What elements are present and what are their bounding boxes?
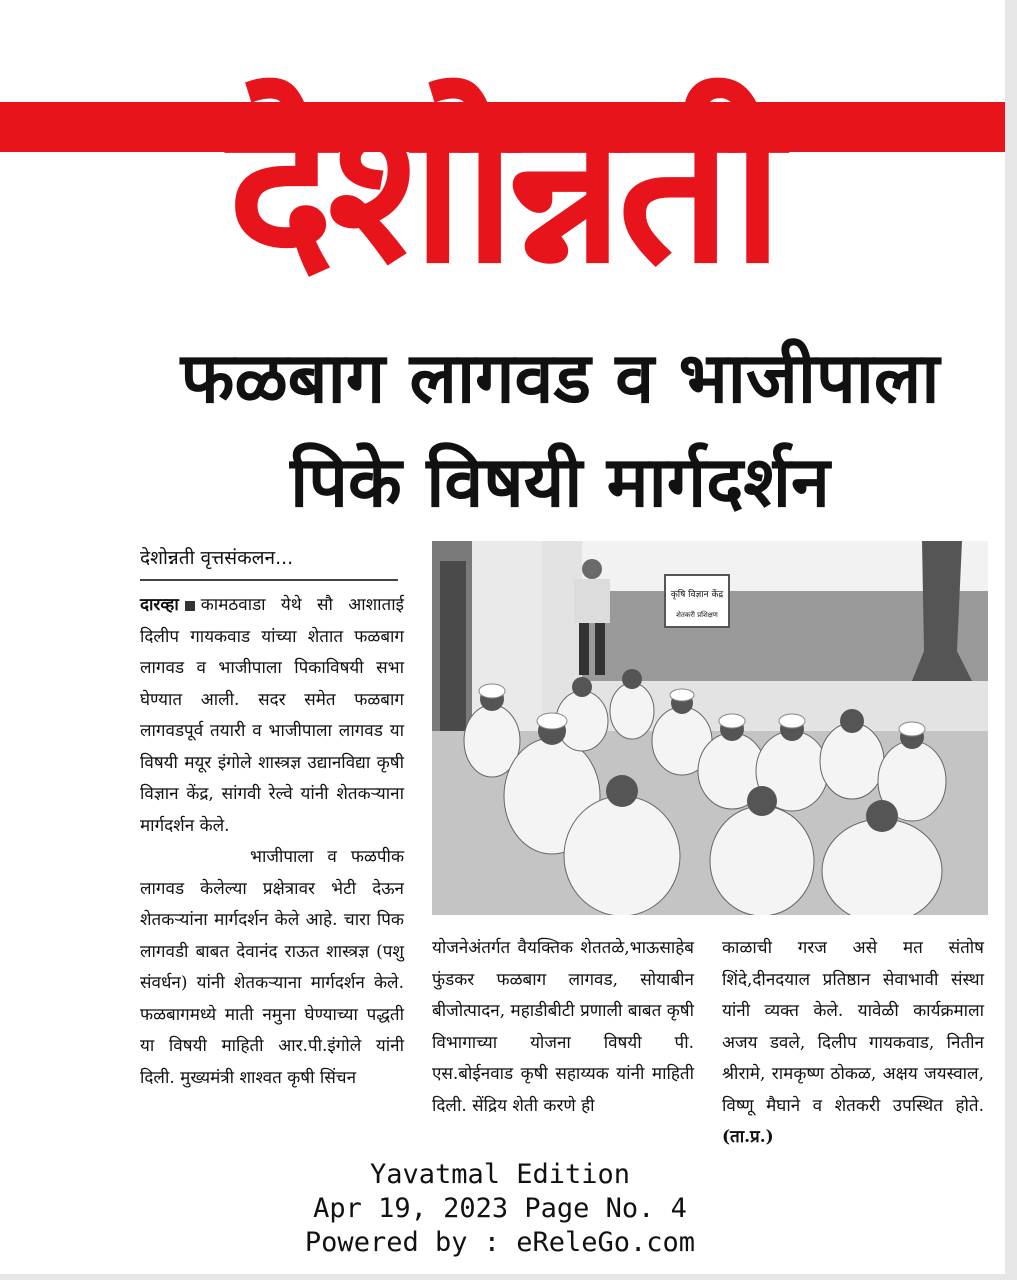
article-column-2 [432,933,694,1122]
bottom-page-edge [0,1274,1017,1280]
article-photo [432,541,988,915]
photo-banner-line-1: कृषि विज्ञान केंद्र [670,590,724,600]
article-column-1 [140,590,404,1094]
column-3-paragraph [722,933,984,1154]
edition-footer [0,1158,1000,1260]
headline-line-2: पिके विषयी मार्गदर्शन [290,441,830,523]
column-1-paragraph-2: भाजीपाला व फळपीक लागवड केलेल्या प्रक्षेत्रावर भेटी देऊन शेतकऱ्यांना मार्गदर्शन केले आहे. चारा पिक लागवडी बाबत देवानंद राऊत शास्त्रज्ञ (पशु संवर्धन) यांनी शेतकऱ्याना मार्गदर्शन केले. फळबागमध्ये माती नमुना घेण्याच्या पद्धती या विषयी माहिती आर.पी.इंगोले यांनी दिली. मुख्यमंत्री शाश्वत कृषी सिंचन [140,847,404,1088]
article-column-3 [722,933,984,1154]
edition-date-page: Apr 19, 2023 Page No. 4 [313,1193,687,1224]
masthead [0,20,1005,308]
photo-illustration [432,541,988,915]
byline: देशोन्नती वृत्तसंकलन... [140,543,398,581]
photo-banner-line-2: शेतकरी प्रशिक्षण [676,611,718,619]
column-1-paragraph-1 [140,590,404,842]
column-1-paragraph-1-text: कामठवाडा येथे सौ आशाताई दिलीप गायकवाड यांच्या शेतात फळबाग लागवड व भाजीपाला पिकाविषयी सभा घेण्यात आली. सदर समेत फळबाग लागवडपूर्व तयारी व भाजीपाला लागवड या विषयी मयूर इंगोले शास्त्रज्ञ उद्यानविद्या कृषी विज्ञान केंद्र, सांगवी रेल्वे यांनी शेतकऱ्याना मार्गदर्शन केले. [140,595,404,836]
masthead-title: देशोन्नती [227,75,778,308]
reporter-credit: (ता.प्र.) [722,1127,774,1147]
column-3-text: काळाची गरज असे मत संतोष शिंदे,दीनदयाल प्रतिष्ठान सेवाभावी संस्था यांनी व्यक्त केले. यावेळी कार्यक्रमाला अजय डवले, दिलीप गायकवाड, नितीन श्रीरामे, रामकृष्ण ठोकळ, अक्षय जयस्वाल, विष्णू मैघाने व शेतकरी उपस्थित होते. [722,938,984,1116]
right-page-edge [1005,0,1017,1280]
dateline-place: दारव्हा [140,595,179,615]
powered-by-link[interactable]: Powered by : eReleGo.com [304,1227,696,1258]
headline-line-1: फळबाग लागवड व भाजीपाला [180,337,940,419]
column-2-text: योजनेअंतर्गत वैयक्तिक शेततळे,भाऊसाहेब फुंडकर फळबाग लागवड, सोयाबीन बीजोत्पादन, महाडीबीटी प्रणाली बाबत कृषी विभागाच्या योजना विषयी पी. एस.बोईनवाड कृषी सहाय्यक यांनी माहिती दिली. सेंद्रिय शेती करणे ही [432,938,695,1116]
edition-name: Yavatmal Edition [369,1159,631,1190]
bullet-square-icon [185,601,195,611]
